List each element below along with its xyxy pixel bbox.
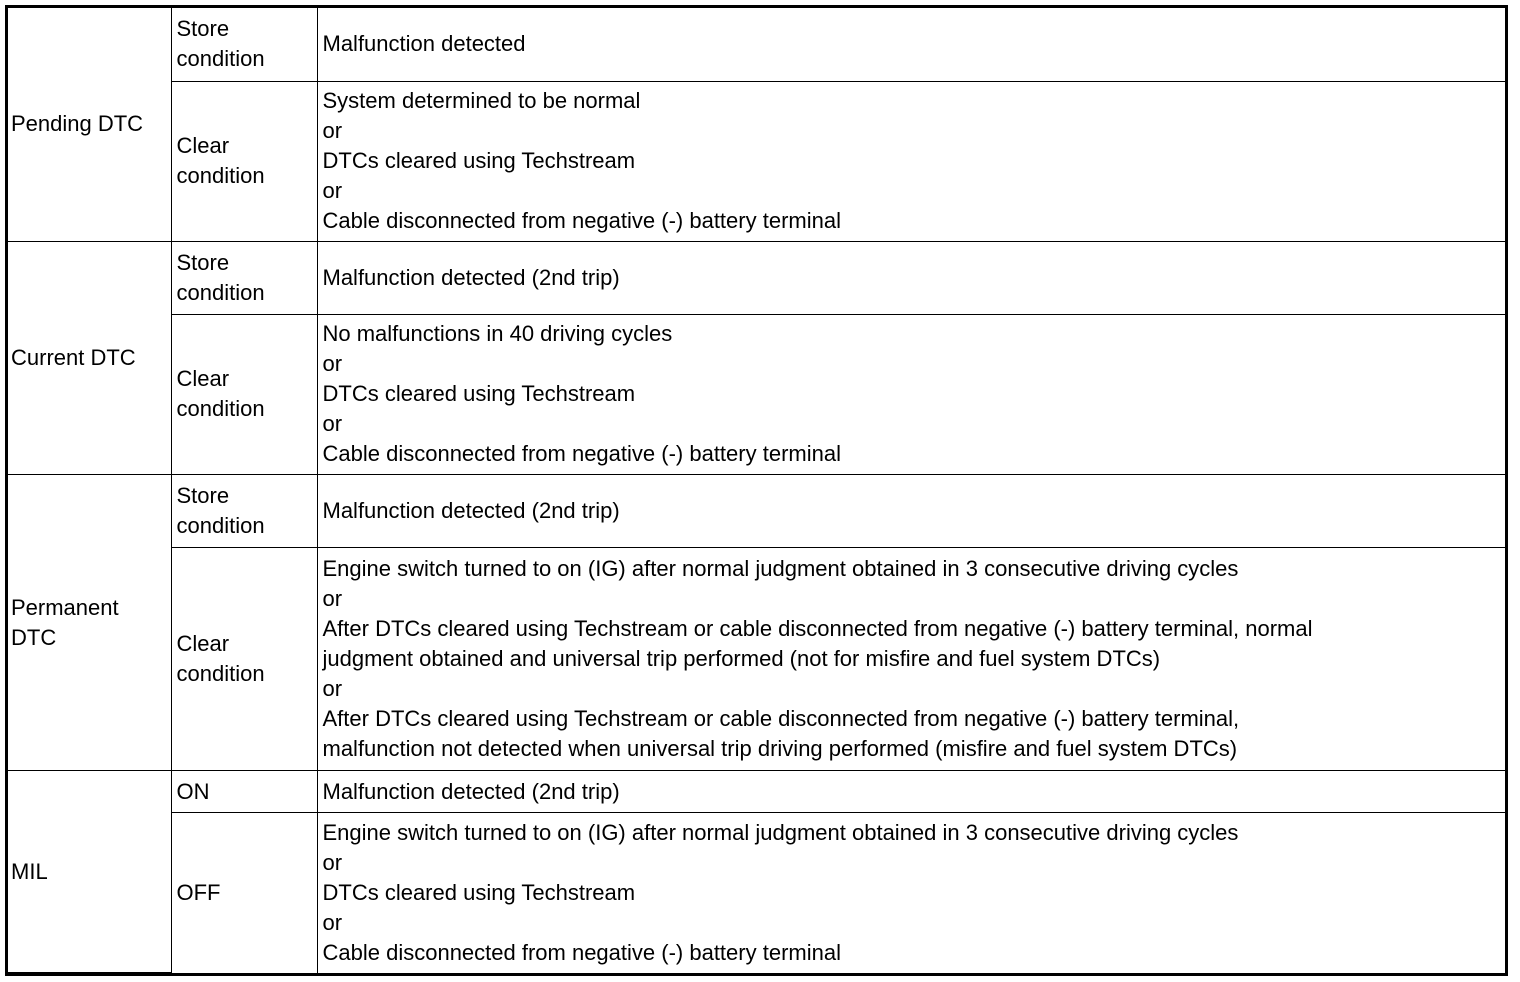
condition-label: Clear condition	[171, 314, 317, 474]
text-line: After DTCs cleared using Techstream or cable disconnected from negative (-) battery terminal, normal	[322, 616, 1313, 642]
table-row	[8, 81, 1505, 241]
condition-text	[317, 314, 1505, 474]
text-line: or	[322, 909, 343, 935]
text-line: judgment obtained and universal trip performed (not for misfire and fuel system DTCs)	[322, 646, 1161, 672]
group-label-pending-dtc: Pending DTC	[8, 8, 171, 241]
text-line: or	[322, 118, 343, 144]
condition-text	[317, 81, 1505, 241]
dtc-condition-table	[8, 8, 1505, 973]
text-line: After DTCs cleared using Techstream or cable disconnected from negative (-) battery terminal,	[322, 706, 1240, 732]
text-line: or	[322, 178, 343, 204]
condition-label: OFF	[171, 813, 317, 973]
table-row	[8, 314, 1505, 474]
text-line: Cable disconnected from negative (-) battery terminal	[322, 441, 841, 467]
group-label-current-dtc: Current DTC	[8, 241, 171, 474]
table-row	[8, 771, 1505, 813]
condition-label: Clear condition	[171, 547, 317, 771]
text-line: DTCs cleared using Techstream	[322, 148, 636, 174]
group-label-mil: MIL	[8, 771, 171, 973]
table-row	[8, 8, 1505, 81]
text-line: Malfunction detected (2nd trip)	[322, 264, 620, 290]
dtc-condition-table-frame	[5, 5, 1508, 976]
table-row	[8, 813, 1505, 973]
condition-label: Store condition	[171, 241, 317, 314]
text-line: Engine switch turned to on (IG) after normal judgment obtained in 3 consecutive driving cycles	[322, 819, 1239, 845]
text-line: Malfunction detected (2nd trip)	[322, 778, 620, 804]
text-line: DTCs cleared using Techstream	[322, 381, 636, 407]
table-row	[8, 241, 1505, 314]
text-line: System determined to be normal	[322, 88, 641, 114]
condition-text	[317, 813, 1505, 973]
condition-text	[317, 241, 1505, 314]
group-label-permanent-dtc: Permanent DTC	[8, 474, 171, 771]
condition-text	[317, 8, 1505, 81]
text-line: or	[322, 586, 343, 612]
text-line: DTCs cleared using Techstream	[322, 879, 636, 905]
text-line: Engine switch turned to on (IG) after normal judgment obtained in 3 consecutive driving cycles	[322, 556, 1239, 582]
text-line: Cable disconnected from negative (-) battery terminal	[322, 939, 841, 965]
condition-label: Store condition	[171, 8, 317, 81]
table-row	[8, 547, 1505, 771]
text-line: or	[322, 849, 343, 875]
condition-text	[317, 547, 1505, 771]
condition-text	[317, 771, 1505, 813]
condition-label: ON	[171, 771, 317, 813]
text-line: or	[322, 411, 343, 437]
text-line: Malfunction detected	[322, 31, 526, 57]
condition-label: Store condition	[171, 474, 317, 547]
text-line: or	[322, 676, 343, 702]
text-line: Malfunction detected (2nd trip)	[322, 497, 620, 523]
text-line: Cable disconnected from negative (-) battery terminal	[322, 208, 841, 234]
text-line: malfunction not detected when universal trip driving performed (misfire and fuel system DTCs)	[322, 736, 1238, 762]
condition-text	[317, 474, 1505, 547]
text-line: No malfunctions in 40 driving cycles	[322, 321, 673, 347]
table-row	[8, 474, 1505, 547]
condition-label: Clear condition	[171, 81, 317, 241]
text-line: or	[322, 351, 343, 377]
